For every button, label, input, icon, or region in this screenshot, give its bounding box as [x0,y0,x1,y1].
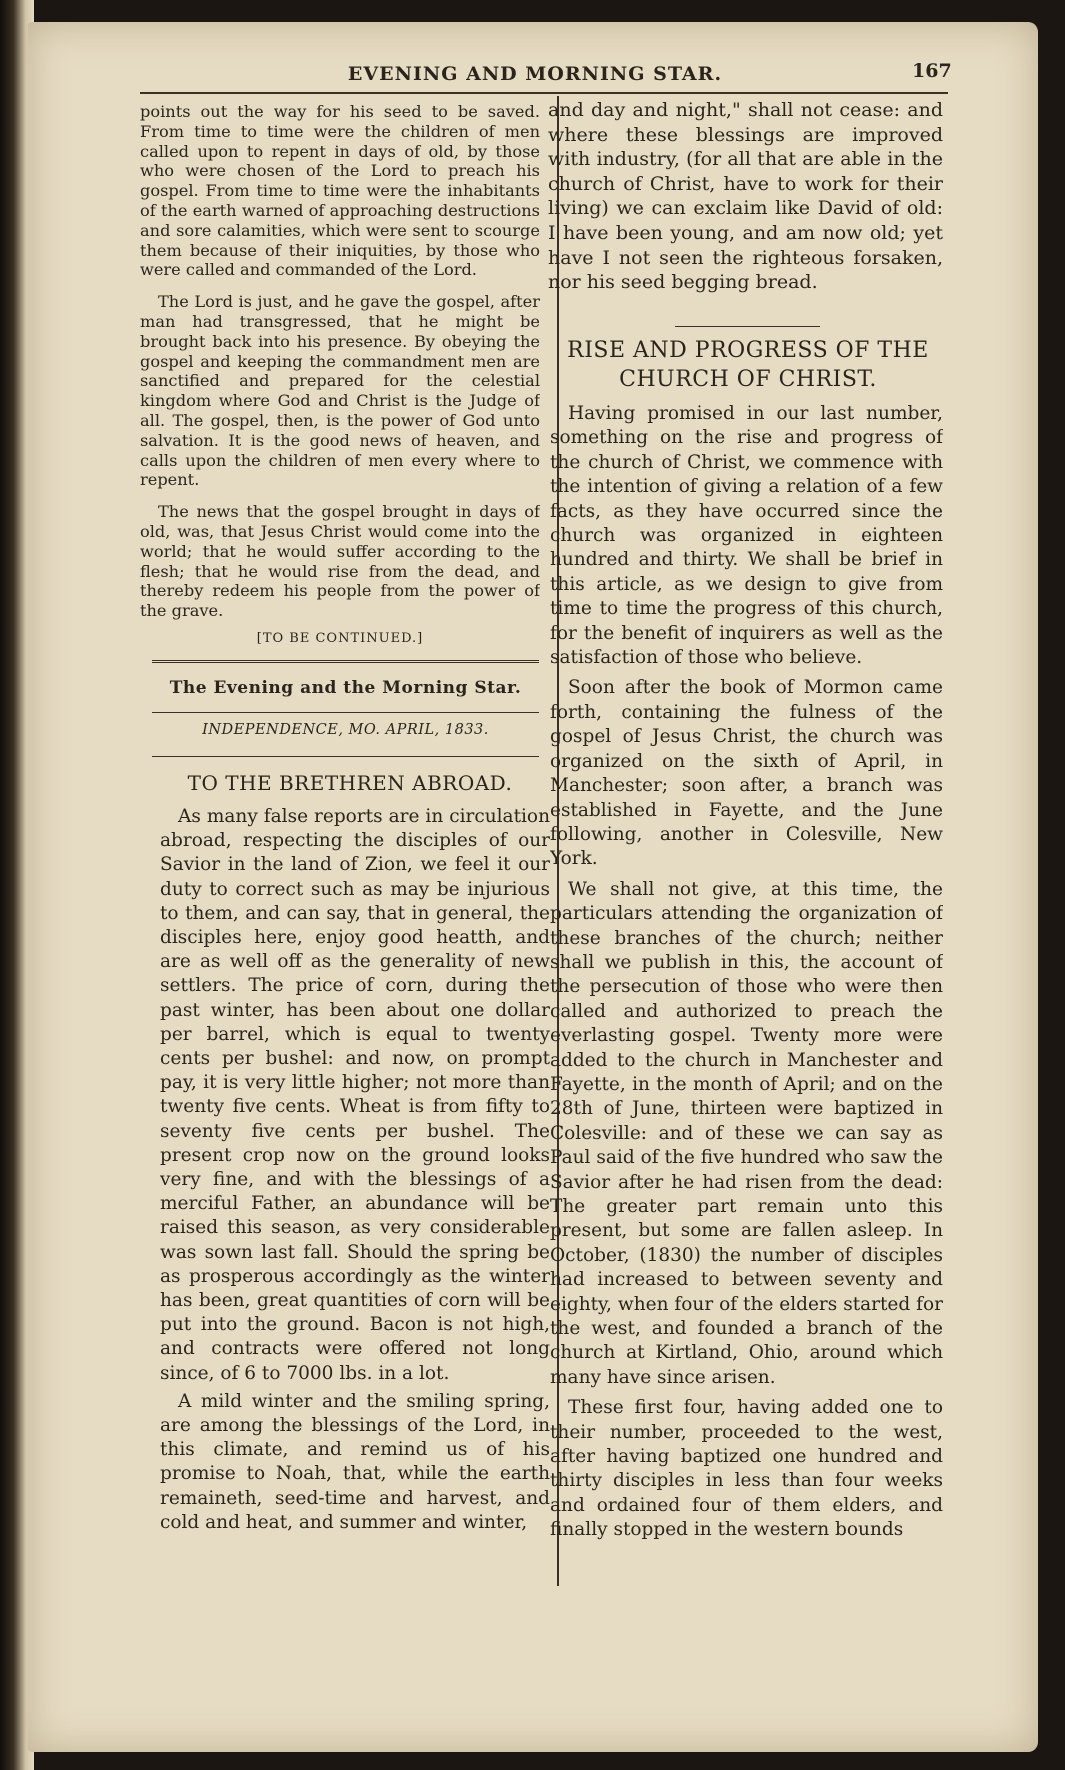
dateline: INDEPENDENCE, MO. APRIL, 1833. [202,722,489,738]
masthead-rule-middle [152,712,539,713]
paragraph: We shall not give, at this time, the particulars attending the organization of these branches of the church; neither shall we publish in this, the account of the persecution of those who were then called and authorized to preach the everlasting gospel. Twenty more were added to the church in Manchester and Fayette, in the month of April; and on the 28th of June, thirteen were baptized in Colesville: and of these we can say as Paul said of the five hundred who saw the Savior after he had risen from the dead: The greater part remain unto this present, but some are fallen asleep. In October, (1830) the number of disciples had increased to between seventy and eighty, when four of the elders started for the west, and founded a branch of the church at Kirtland, Ohio, around which many have since arisen. [550,878,943,1388]
paragraph: points out the way for his seed to be saved. From time to time were the children of men called upon to repent in days of old, by those who were chosen of the Lord to preach his gospel. From time to time were the inhabitants of the earth warned of approaching destructions and sore calamities, which were sent to scourge them because of their iniquities, by those who were called and commanded of the Lord. [140,102,540,280]
paragraph: The Lord is just, and he gave the gospel, after man had transgressed, that he might be brought back into his presence. By obeying the gospel and keeping the commandment men are sanctified and prepared for the celestial kingdom where God and Christ is the Judge of all. The gospel, then, is the power of God unto salvation. It is the good news of heaven, and calls upon the children of men every where to repent. [140,292,540,490]
masthead-rule-bottom [152,756,539,757]
paragraph: A mild winter and the smiling spring, are among the blessings of the Lord, in this climate, and remind us of his promise to Noah, that, while the earth remaineth, seed-time and harvest, and cold and heat, and summer and winter, [160,1390,550,1533]
masthead-rule-top [152,660,539,665]
paragraph: The news that the gospel brought in days of old, was, that Jesus Christ would come into the world; that he would suffer according to the flesh; that he would rise from the dead, and thereby redeem his people from the power of the grave. [140,502,540,621]
paragraph: These first four, having added one to their number, proceeded to the west, after having baptized one hundred and thirty disciples in less than four weeks and ordained four of them elders, and finally stopped in the western bounds [550,1397,943,1541]
article-body-brethren-abroad [160,805,550,1535]
continued-note: [TO BE CONTINUED.] [256,630,424,646]
paragraph: and day and night," shall not cease: and where these blessings are improved with industry, (for all that are able in the church of Christ, have to work for their living) we can exclaim like David of old: I have been young, and am now old; yet have I not seen the righteous forsaken, nor his seed begging bread. [548,99,943,294]
running-title: EVENING AND MORNING STAR. [347,63,723,85]
paragraph: Soon after the book of Mormon came forth, containing the fulness of the gospel of Jesus Christ, the church was organized on the sixth of April, in Manchester; soon after, a branch was established in Fayette, and the June following, another in Colesville, New York. [550,677,943,870]
paragraph: Having promised in our last number, something on the rise and progress of the church of Christ, we commence with the intention of giving a relation of a few facts, as they have occurred since the church was organized in eighteen hundred and thirty. We shall be brief in this article, as we design to give from time to time the progress of this church, for the benefit of inquirers as well as the satisfaction of those who believe. [550,403,943,669]
right-column-continuation [548,98,943,295]
article-title-brethren-abroad: TO THE BRETHREN ABROAD. [187,771,513,795]
paragraph: As many false reports are in circulation abroad, respecting the disciples of our Savior in the land of Zion, we feel it our duty to correct such as may be injurious to them, and can say, that in general, the disciples here, enjoy good heatth, and are as well off as the generality of new settlers. The price of corn, during the past winter, has been about one dollar per barrel, which is equal to twenty cents per bushel: and now, on prompt pay, it is very little higher; not more than twenty five cents. Wheat is from fifty to seventy five cents per bushel. The present crop now on the ground looks very fine, and with the blessings of a merciful Father, an abundance will be raised this season, as very considerable was sown last fall. Should the spring be as prosperous accordingly as the winter has been, great quantities of corn will be put into the ground. Bacon is not high, and contracts were offered not long since, of 6 to 7000 lbs. in a lot. [160,806,550,1384]
page-number: 167 [912,60,952,82]
left-column-continuation [140,102,540,649]
article-body-rise-and-progress [550,402,943,1543]
article-title-rise-and-progress: RISE AND PROGRESS OF THE CHURCH OF CHRIST. [567,338,929,392]
section-separator [675,326,820,327]
header-rule [140,92,948,94]
masthead-title: The Evening and the Morning Star. [169,678,522,698]
